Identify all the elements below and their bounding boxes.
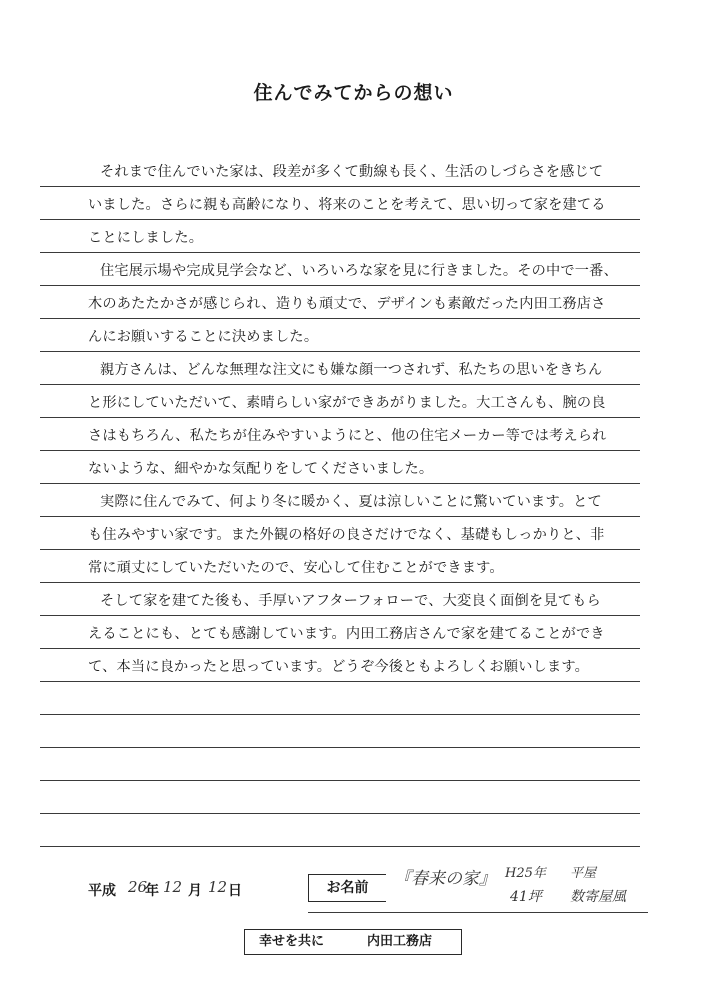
body-line-text: 常に頑丈にしていただいたので、安心して住むことができます。: [88, 560, 504, 576]
body-line-text: ないような、細やかな気配りをしてくださいました。: [88, 461, 434, 477]
note-floor-size: 41坪: [510, 889, 542, 905]
date-month-value: 12: [163, 878, 183, 896]
page-title: 住んでみてからの想い: [253, 82, 454, 104]
body-line-text: いました。さらに親も高齢になり、将来のことを考えて、思い切って家を建てる: [88, 197, 606, 213]
footer-section: [0, 866, 707, 914]
name-label-box: お名前: [308, 874, 386, 902]
ruled-line: [40, 319, 640, 352]
company-name: 内田工務店: [367, 934, 433, 949]
body-line-text: て、本当に良かったと思っています。どうぞ今後ともよろしくお願いします。: [88, 659, 590, 675]
body-line-text: んにお願いすることに決めました。: [88, 329, 319, 345]
ruled-line: [40, 187, 640, 220]
ruled-line: [40, 385, 640, 418]
body-line-text: それまで住んでいた家は、段差が多くて動線も長く、生活のしづらさを感じて: [100, 164, 604, 180]
body-line-text: も住みやすい家です。また外観の格好の良さだけでなく、基礎もしっかりと、非: [88, 527, 605, 543]
date-year-value: 26: [128, 878, 148, 896]
company-slogan: 幸せを共に: [259, 934, 325, 949]
date-day-label: 日: [228, 883, 242, 899]
ruled-line: [40, 154, 640, 187]
date-era-label: 平成: [88, 883, 116, 899]
ruled-line: [40, 550, 640, 583]
ruled-line: [40, 583, 640, 616]
date-month-label: 月: [188, 883, 202, 899]
ruled-line: [40, 649, 640, 682]
body-line-text: 住宅展示場や完成見学会など、いろいろな家を見に行きました。その中で一番、: [100, 263, 618, 279]
company-box: [244, 929, 462, 955]
ruled-line: [40, 418, 640, 451]
body-line-text: 親方さんは、どんな無理な注文にも嫌な顔一つされず、私たちの思いをきちん: [100, 362, 603, 378]
note-design-style: 数寄屋風: [570, 889, 626, 905]
ruled-line: [40, 748, 640, 781]
body-line-text: 木のあたたかさが感じられ、造りも頑丈で、デザインも素敵だった内田工務店さ: [88, 296, 606, 312]
body-line-text: さはもちろん、私たちが住みやすいようにと、他の住宅メーカー等では考えられ: [88, 428, 607, 444]
body-line-text: ことにしました。: [88, 230, 204, 246]
date-year-label: 年: [145, 883, 159, 899]
body-line-text: そして家を建てた後も、手厚いアフターフォローで、大変良く面倒を見てもら: [100, 593, 601, 609]
ruled-line: [40, 286, 640, 319]
ruled-line: [40, 253, 640, 286]
ruled-line: [40, 484, 640, 517]
body-line-text: と形にしていただいて、素晴らしい家ができあがりました。大工さんも、腕の良: [88, 395, 606, 411]
note-built-year: H25年: [505, 866, 546, 881]
ruled-line: [40, 451, 640, 484]
ruled-line: [40, 220, 640, 253]
ruled-body: [40, 154, 640, 847]
ruled-line: [40, 814, 640, 847]
ruled-line: [40, 715, 640, 748]
date-day-value: 12: [208, 878, 228, 896]
body-line-text: えることにも、とても感謝しています。内田工務店さんで家を建てることができ: [88, 626, 605, 642]
name-value: 『春来の家』: [394, 869, 496, 889]
ruled-line: [40, 781, 640, 814]
ruled-line: [40, 517, 640, 550]
note-house-style: 平屋: [570, 866, 597, 881]
ruled-line: [40, 352, 640, 385]
ruled-line: [40, 616, 640, 649]
body-line-text: 実際に住んでみて、何より冬に暖かく、夏は涼しいことに驚いています。とて: [100, 494, 602, 510]
ruled-line: [40, 682, 640, 715]
name-underline: [308, 912, 648, 913]
